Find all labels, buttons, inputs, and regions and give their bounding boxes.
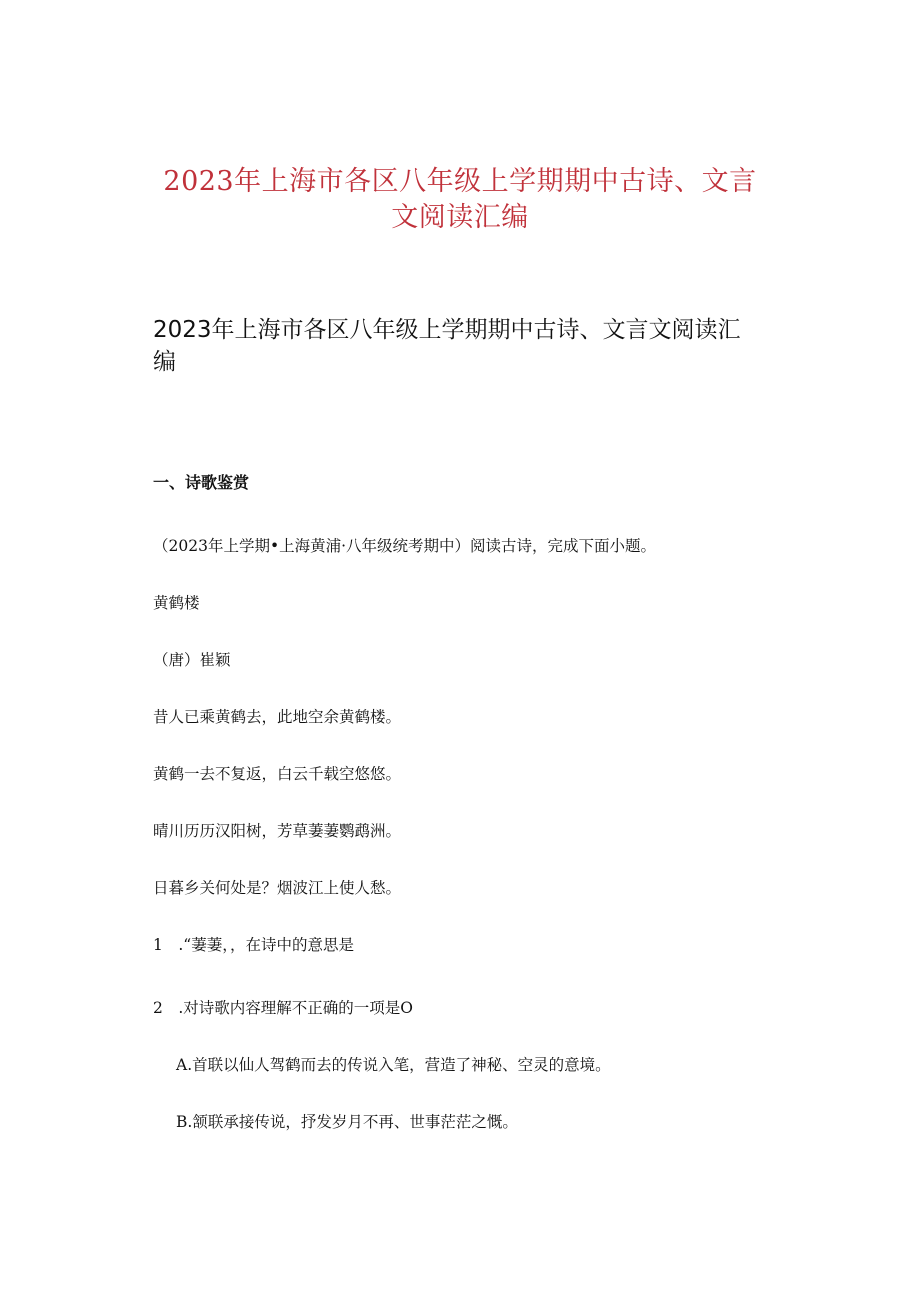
document-subtitle: 2023年上海市各区八年级上学期期中古诗、文言文阅读汇编 [153,317,741,375]
poem-author: （唐）崔颖 [153,651,231,669]
poem-line: 昔人已乘黄鹤去，此地空余黄鹤楼。 [153,708,402,726]
option-a: A.首联以仙人驾鹤而去的传说入笔，营造了神秘、空灵的意境。 [176,1056,611,1074]
title-line-2: 文阅读汇编 [391,202,529,233]
poem-line: 日暮乡关何处是？烟波江上使人愁。 [153,879,402,897]
question-2: 2 .对诗歌内容理解不正确的一项是O [153,999,413,1017]
option-b: B.颔联承接传说，抒发岁月不再、世事茫茫之慨。 [176,1113,518,1131]
document-title [120,164,800,236]
poem-line: 晴川历历汉阳树，芳草萋萋鹦鹉洲。 [153,822,402,840]
poem-line: 黄鹤一去不复返，白云千载空悠悠。 [153,765,402,783]
question-1: 1 .“萋萋，，在诗中的意思是 [153,936,354,954]
poem-title: 黄鹤楼 [153,594,200,612]
title-line-1: 2023年上海市各区八年级上学期期中古诗、文言 [163,166,757,197]
source-note: （2023年上学期•上海黄浦·八年级统考期中）阅读古诗，完成下面小题。 [153,537,657,555]
section-heading: 一、诗歌鉴赏 [153,473,250,492]
